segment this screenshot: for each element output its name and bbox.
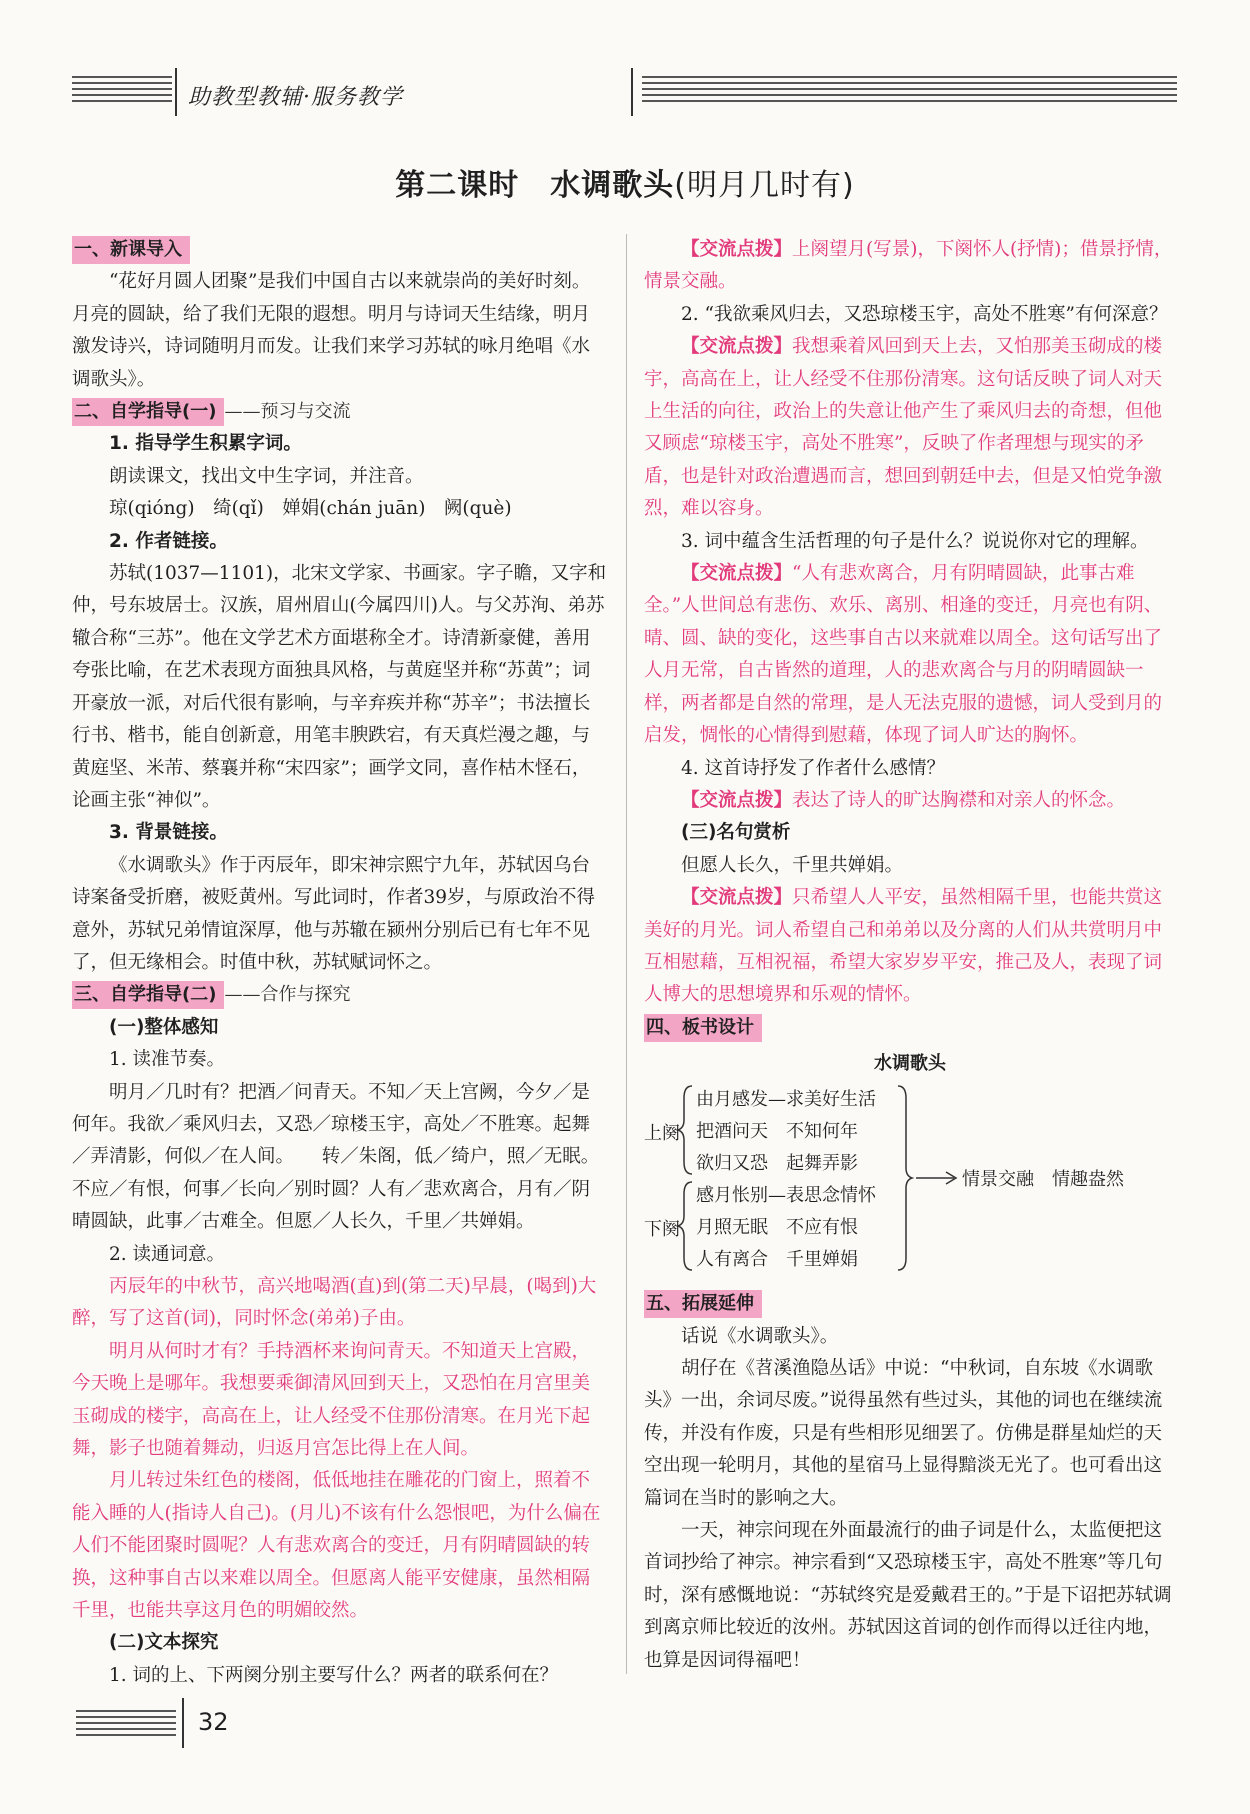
answer-tag: 【交流点拨】: [681, 789, 793, 811]
section-sub-3: ——合作与探究: [224, 984, 351, 1006]
page-number: 32: [198, 1708, 229, 1736]
footer-rule: [76, 1710, 176, 1740]
left-column: [72, 234, 608, 1692]
question-3: 3. 词中蕴含生活哲理的句子是什么？说说你对它的理解。: [681, 530, 1149, 552]
answer-tag: 【交流点拨】: [681, 563, 793, 585]
paragraph: 2. 读通词意。: [109, 1243, 226, 1265]
paragraph: 1. 读准节奏。: [109, 1049, 226, 1071]
board-upper-line-2: 把酒问天 不知何年: [696, 1121, 858, 1143]
subheading: 1. 指导学生积累字词。: [109, 433, 302, 455]
header-divider-2: [631, 68, 633, 116]
author-paragraph: 苏轼(1037—1101)，北宋文学家、书画家。字子瞻，又字和仲，号东坡居士。汉族，眉州眉山(今属四川)人。与父苏洵、弟苏辙合称“三苏”。他在文学艺术方面堪称全才。诗清新豪健，善用夸张比喻，在艺术表现方面独具风格，与黄庭坚并称“苏黄”；词开豪放一派，对后代很有影响，与辛弃疾并称“苏辛”；书法擅长行书、楷书，能自创新意，用笔丰腴跌宕，有天真烂漫之趣，与黄庭坚、米芾、蔡襄并称“宋四家”；画学文同，喜作枯木怪石，论画主张“神似”。: [72, 563, 607, 811]
subheading: (一)整体感知: [109, 1016, 219, 1038]
board-conclusion: 情景交融 情趣盎然: [962, 1169, 1124, 1191]
right-column: [644, 234, 1176, 1677]
footer-divider: [182, 1698, 184, 1748]
paragraph: 朗读课文，找出文中生字词，并注音。: [109, 465, 424, 487]
subheading: 3. 背景链接。: [109, 822, 228, 844]
section-heading-5: 五、拓展延伸: [644, 1290, 762, 1318]
title-main: 第二课时 水调歌头: [395, 168, 675, 203]
answer-2: 【交流点拨】我想乘着风回到天上去，又怕那美玉砌成的楼宇，高高在上，让人经受不住那份清寒。这句话反映了词人对天上生活的向往，政治上的失意让他产生了乘风归去的奇想，但他又顾虑“琼楼玉宇，高处不胜寒”，反映了作者理想与现实的矛盾，也是针对政治遭遇而言，想回到朝廷中去，但是又怕党争激烈，难以容身。: [644, 336, 1163, 520]
translation-lower: 月儿转过朱红色的楼阁，低低地挂在雕花的门窗上，照着不能入睡的人(指诗人自己)。(月儿)不该有什么怨恨吧，为什么偏在人们不能团聚时圆呢？人有悲欢离合的变迁，月有阴晴圆缺的转换，这种事自古以来难以周全。但愿离人能平安健康，虽然相隔千里，也能共享这月色的明媚皎然。: [72, 1470, 601, 1622]
question: 1. 词的上、下两阕分别主要写什么？两者的联系何在？: [109, 1664, 559, 1686]
board-lower-line-2: 月照无眠 不应有恨: [696, 1217, 858, 1239]
column-divider: [626, 234, 627, 1674]
board-design: [644, 1048, 1176, 1276]
question-4: 4. 这首诗抒发了作者什么感情？: [681, 757, 946, 779]
page-title: [0, 160, 1250, 204]
board-upper-line-1: 由月感发—求美好生活: [696, 1089, 876, 1111]
translation-preface: 丙辰年的中秋节，高兴地喝酒(直)到(第二天)早晨，(喝到)大醉，写了这首(词)，同时怀念(弟弟)子由。: [72, 1276, 597, 1330]
board-lower-line-1: 感月怅别—表思念情怀: [696, 1185, 876, 1207]
board-upper-line-3: 欲归又恐 起舞弄影: [696, 1153, 858, 1175]
header-divider: [175, 68, 177, 116]
vocab-list: 琼(qióng) 绮(qǐ) 婵娟(chán juān) 阙(què): [109, 498, 512, 520]
header-rule-left: [72, 76, 172, 110]
intro-paragraph: “花好月圆人团聚”是我们中国自古以来就崇尚的美好时刻。月亮的圆缺，给了我们无限的遐想。明月与诗词天生结缘，明月激发诗兴，诗词随明月而发。让我们来学习苏轼的咏月绝唱《水调歌头》。: [72, 271, 591, 390]
paragraph: 一天，神宗问现在外面最流行的曲子词是什么，太监便把这首词抄给了神宗。神宗看到“又恐琼楼玉宇，高处不胜寒”等几句时，深有感慨地说：“苏轼终究是爱戴君王的。”于是下诏把苏轼调到离京师比较近的汝州。苏轼因这首词的创作而得以迁往内地，也算是因词得福吧！: [644, 1520, 1172, 1671]
poem-rhythm: 明月／几时有？把酒／问青天。不知／天上宫阙，今夕／是何年。我欲／乘风归去，又恐／琼楼玉宇，高处／不胜寒。起舞／弄清影，何似／在人间。 转／朱阁，低／绮户，照／无眠。不应／有恨，何事／长向／别时圆？人有／悲欢离合，月有／阴晴圆缺，此事／古难全。但愿／人长久，千里／共婵娟。: [72, 1081, 600, 1233]
section-sub-2: ——预习与交流: [224, 401, 351, 423]
answer-3: 【交流点拨】“人有悲欢离合，月有阴晴圆缺，此事古难全。”人世间总有悲伤、欢乐、离别、相逢的变迁，月亮也有阴、晴、圆、缺的变化，这些事自古以来就难以周全。这句话写出了人月无常，自古皆然的道理，人的悲欢离合与月的阴晴圆缺一样，两者都是自然的常理，是人无法克服的遗憾，词人受到月的启发，惆怅的心情得到慰藉，体现了词人旷达的胸怀。: [644, 563, 1163, 747]
board-title: 水调歌头: [874, 1053, 946, 1075]
answer-tag: 【交流点拨】: [681, 887, 793, 909]
board-upper-label: 上阕: [644, 1123, 680, 1145]
section-heading-4: 四、板书设计: [644, 1014, 762, 1042]
board-lower-label: 下阕: [644, 1219, 680, 1241]
answer-tag: 【交流点拨】: [681, 336, 793, 358]
background-paragraph: 《水调歌头》作于丙辰年，即宋神宗熙宁九年，苏轼因乌台诗案备受折磨，被贬黄州。写此词时，作者39岁，与原政治不得意外，苏轼兄弟情谊深厚，他与苏辙在颍州分别后已有七年不见了，但无缘相会。时值中秋，苏轼赋词怀之。: [72, 854, 596, 973]
section-heading-1: 一、新课导入: [72, 236, 190, 264]
translation-upper: 明月从何时才有？手持酒杯来询问青天。不知道天上宫殿，今天晚上是哪年。我想要乘御清风回到天上，又恐怕在月宫里美玉砌成的楼宇，高高在上，让人经受不住那份清寒。在月光下起舞，影子也随着舞动，归返月宫怎比得上在人间。: [72, 1340, 591, 1460]
answer-tag: 【交流点拨】: [681, 239, 793, 260]
header-slogan: 助教型教辅·服务教学: [188, 85, 403, 110]
board-lower-line-3: 人有离合 千里婵娟: [696, 1249, 858, 1271]
famous-line: 但愿人长久，千里共婵娟。: [681, 854, 904, 876]
answer-1: 【交流点拨】上阕望月(写景)，下阕怀人(抒情)；借景抒情，情景交融。: [644, 239, 1173, 293]
question-2: 2. “我欲乘风归去，又恐琼楼玉宇，高处不胜寒”有何深意？: [681, 303, 1168, 325]
answer-4: 【交流点拨】表达了诗人的旷达胸襟和对亲人的怀念。: [681, 789, 1126, 811]
answer-5: 【交流点拨】只希望人人平安，虽然相隔千里，也能共赏这美好的月光。词人希望自己和弟弟以及分离的人们从共赏明月中互相慰藉，互相祝福，希望大家岁岁平安，推己及人，表现了词人博大的思想境界和乐观的情怀。: [644, 887, 1163, 1006]
paragraph: 话说《水调歌头》。: [681, 1325, 839, 1347]
title-sub: (明月几时有): [674, 168, 855, 203]
paragraph: 胡仔在《苕溪渔隐丛话》中说：“中秋词，自东坡《水调歌头》一出，余词尽废。”说得虽然有些过头，其他的词也在继续流传，并没有作废，只是有些相形见细罢了。仿佛是群星灿烂的天空出现一轮明月，其他的星宿马上显得黯淡无光了。也可看出这篇词在当时的影响之大。: [644, 1357, 1163, 1509]
header-rule-right: [642, 76, 1177, 110]
subheading: 2. 作者链接。: [109, 530, 228, 552]
subheading: (二)文本探究: [109, 1632, 219, 1654]
subheading: (三)名句赏析: [681, 822, 791, 844]
section-heading-2: 二、自学指导(一): [72, 398, 224, 426]
section-heading-3: 三、自学指导(二): [72, 981, 224, 1009]
